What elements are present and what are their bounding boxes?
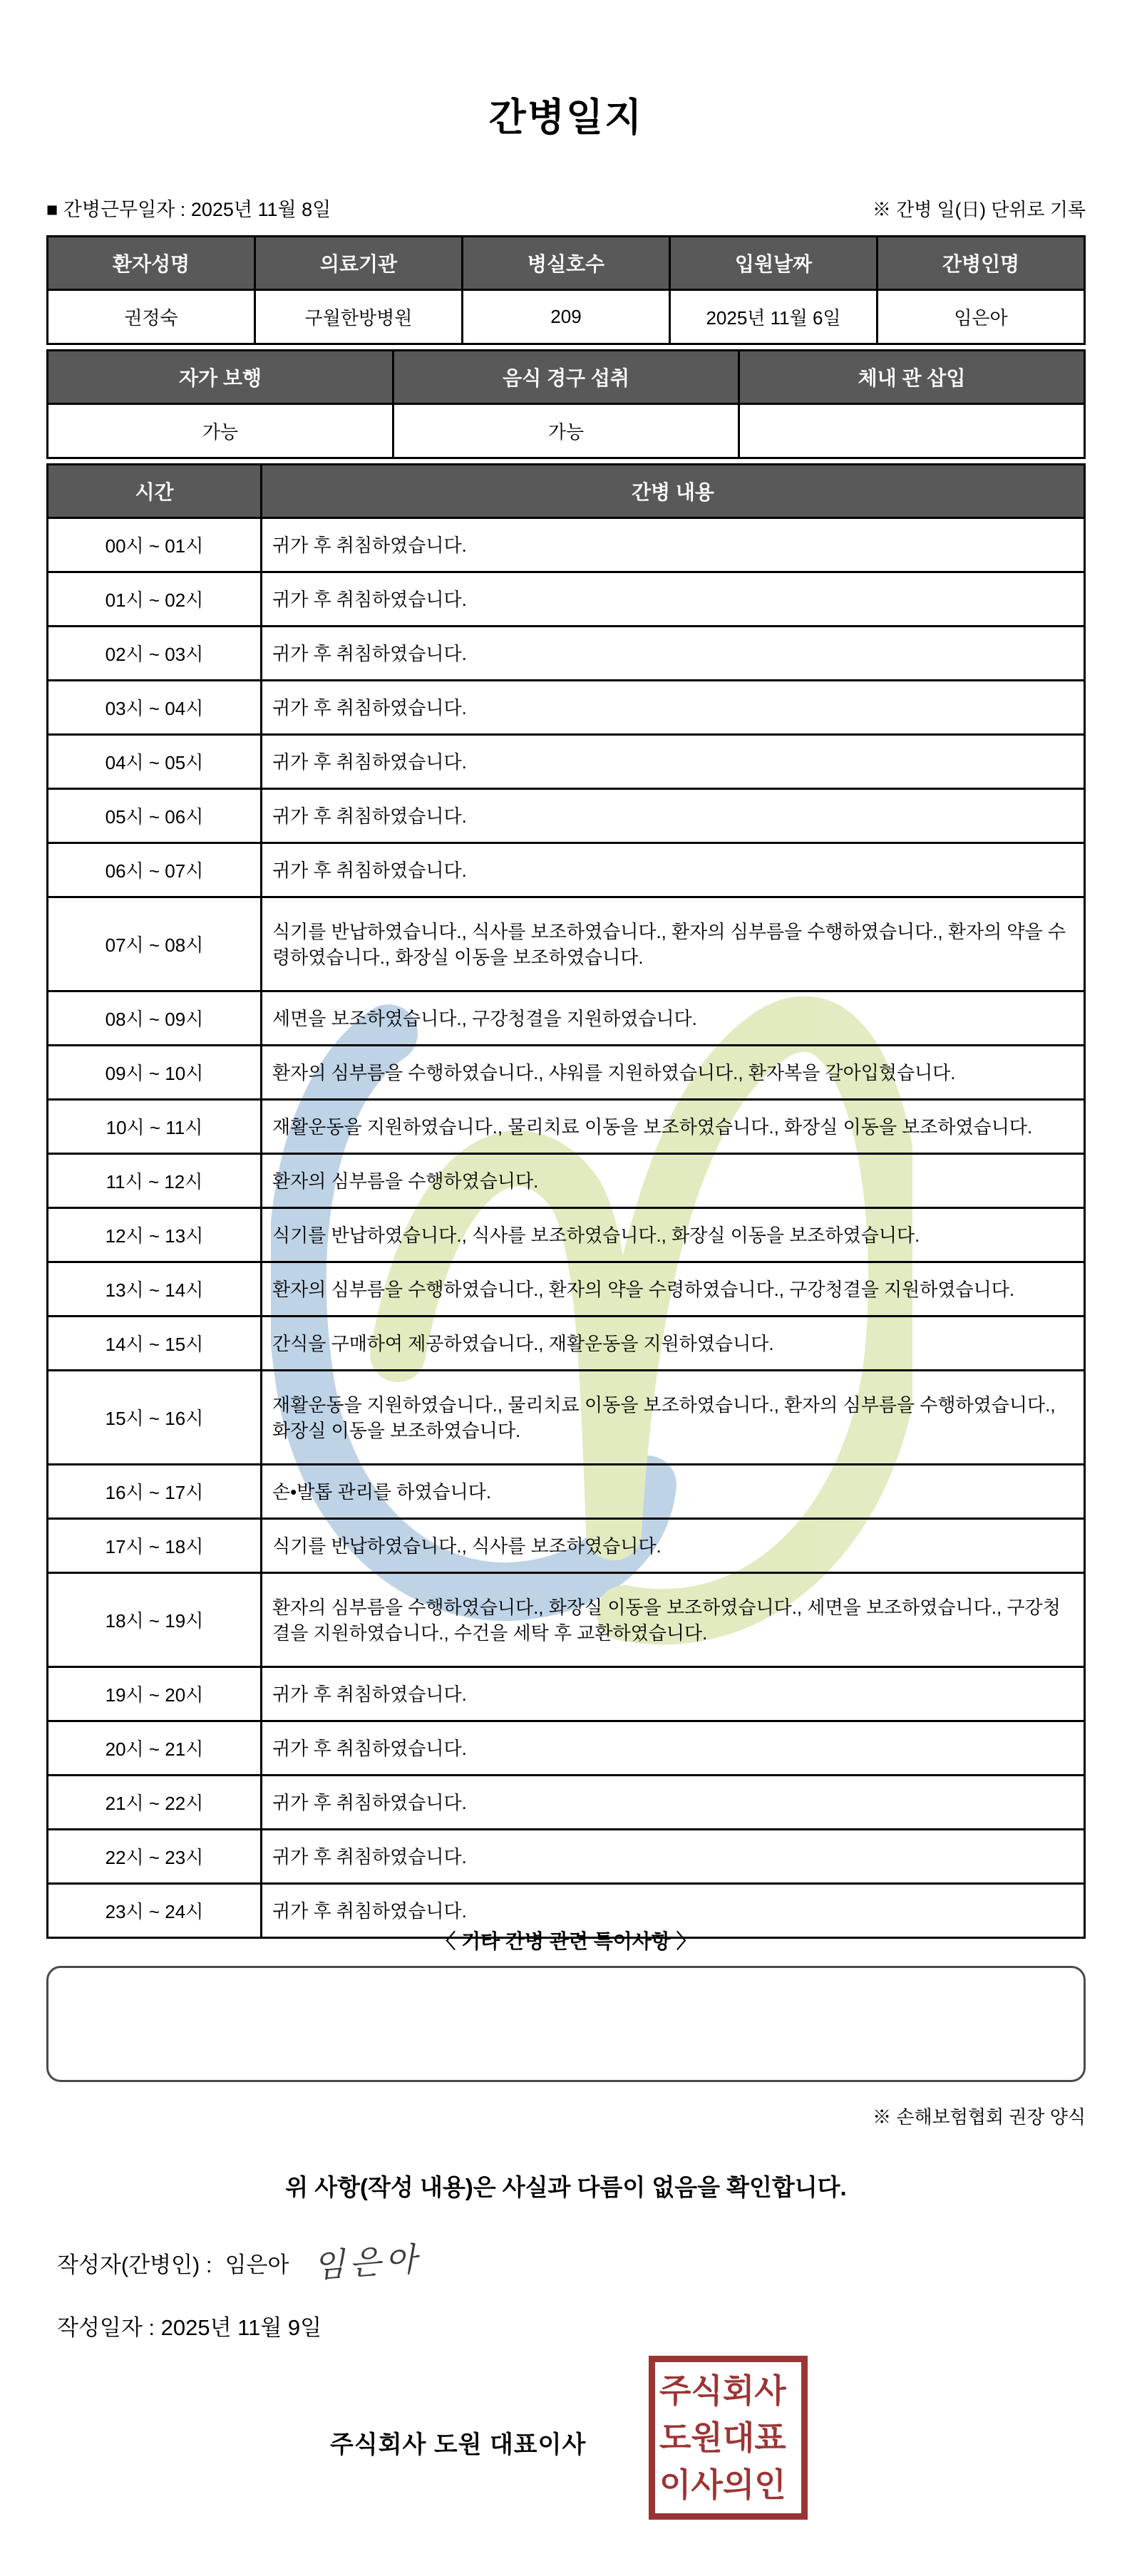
status-header-cell: 음식 경구 섭취 bbox=[393, 351, 739, 404]
care-row-content: 귀가 후 취침하였습니다. bbox=[262, 627, 1085, 681]
status-header-cell: 자가 보행 bbox=[48, 351, 393, 404]
care-row-time: 11시 ~ 12시 bbox=[48, 1154, 262, 1208]
care-row bbox=[48, 572, 1085, 627]
writer-label: 작성자(간병인) : bbox=[57, 2252, 212, 2277]
care-row-content: 식기를 반납하였습니다., 식사를 보조하였습니다., 화장실 이동을 보조하였습니다. bbox=[262, 1208, 1085, 1262]
patient-info-header-cell: 간병인명 bbox=[878, 237, 1085, 290]
care-row-time: 02시 ~ 03시 bbox=[48, 627, 262, 681]
work-date-label: ■ 간병근무일자 : bbox=[46, 199, 186, 220]
care-content-header: 간병 내용 bbox=[262, 465, 1085, 518]
record-unit-note: ※ 간병 일(日) 단위로 기록 bbox=[872, 199, 1086, 220]
patient-info-value-cell: 209 bbox=[463, 290, 670, 344]
write-date-line bbox=[57, 2309, 321, 2341]
care-row-content: 귀가 후 취침하였습니다. bbox=[262, 735, 1085, 789]
care-row bbox=[48, 1262, 1085, 1317]
meta-line bbox=[46, 194, 1086, 222]
care-row bbox=[48, 1046, 1085, 1100]
care-row-content: 식기를 반납하였습니다., 식사를 보조하였습니다., 환자의 심부름을 수행하였습니다., 환자의 약을 수령하였습니다., 화장실 이동을 보조하였습니다. bbox=[262, 897, 1085, 991]
care-row-content: 식기를 반납하였습니다., 식사를 보조하였습니다. bbox=[262, 1519, 1085, 1573]
care-row-content: 환자의 심부름을 수행하였습니다., 화장실 이동을 보조하였습니다., 세면을 보조하였습니다., 구강청결을 지원하였습니다., 수건을 세탁 후 교환하였습니다. bbox=[262, 1573, 1085, 1667]
status-value-cell: 가능 bbox=[393, 404, 739, 458]
care-row-time: 07시 ~ 08시 bbox=[48, 897, 262, 991]
care-time-header: 시간 bbox=[48, 465, 262, 518]
care-row bbox=[48, 1154, 1085, 1208]
care-row-content: 재활운동을 지원하였습니다., 물리치료 이동을 보조하였습니다., 화장실 이동을 보조하였습니다. bbox=[262, 1100, 1085, 1154]
care-row bbox=[48, 627, 1085, 681]
care-row bbox=[48, 843, 1085, 897]
care-row bbox=[48, 1519, 1085, 1573]
care-row bbox=[48, 1830, 1085, 1884]
care-row-time: 22시 ~ 23시 bbox=[48, 1830, 262, 1884]
care-row-content: 귀가 후 취침하였습니다. bbox=[262, 789, 1085, 843]
care-row-content: 세면을 보조하였습니다., 구강청결을 지원하였습니다. bbox=[262, 991, 1085, 1046]
care-row-time: 15시 ~ 16시 bbox=[48, 1371, 262, 1465]
writer-line bbox=[57, 2240, 423, 2285]
care-row-content: 귀가 후 취침하였습니다. bbox=[262, 843, 1085, 897]
corporate-seal-row: 이사의인 bbox=[659, 2466, 786, 2503]
care-row bbox=[48, 1371, 1085, 1465]
care-row-time: 14시 ~ 15시 bbox=[48, 1317, 262, 1371]
company-ceo-line: 주식회사 도원 대표이사 bbox=[330, 2431, 587, 2458]
care-row-content: 귀가 후 취침하였습니다. bbox=[262, 518, 1085, 572]
care-row-content: 귀가 후 취침하였습니다. bbox=[262, 1884, 1085, 1938]
page-title: 간병일지 bbox=[488, 96, 644, 139]
status-value-cell bbox=[739, 404, 1085, 458]
care-row bbox=[48, 1721, 1085, 1776]
patient-info-header-cell: 입원날짜 bbox=[670, 237, 878, 290]
care-row-time: 18시 ~ 19시 bbox=[48, 1573, 262, 1667]
care-row bbox=[48, 1667, 1085, 1721]
care-row bbox=[48, 991, 1085, 1046]
care-row-content: 손•발톱 관리를 하였습니다. bbox=[262, 1465, 1085, 1519]
care-row-content: 귀가 후 취침하였습니다. bbox=[262, 572, 1085, 627]
care-row-time: 05시 ~ 06시 bbox=[48, 789, 262, 843]
care-row-time: 12시 ~ 13시 bbox=[48, 1208, 262, 1262]
patient-status-table bbox=[46, 349, 1086, 459]
care-row bbox=[48, 1100, 1085, 1154]
patient-info-header-cell: 의료기관 bbox=[255, 237, 463, 290]
form-recommendation-note: ※ 손해보험협회 권장 양식 bbox=[873, 2106, 1086, 2128]
care-row bbox=[48, 897, 1085, 991]
corporate-seal-row: 주식회사 bbox=[659, 2372, 786, 2409]
status-value-row bbox=[48, 404, 1085, 458]
status-header-cell: 체내 관 삽입 bbox=[739, 351, 1085, 404]
patient-info-header-row bbox=[48, 237, 1085, 290]
care-row-time: 03시 ~ 04시 bbox=[48, 681, 262, 735]
care-row bbox=[48, 789, 1085, 843]
care-row-time: 01시 ~ 02시 bbox=[48, 572, 262, 627]
care-row bbox=[48, 735, 1085, 789]
care-row-content: 간식을 구매하여 제공하였습니다., 재활운동을 지원하였습니다. bbox=[262, 1317, 1085, 1371]
care-row bbox=[48, 1465, 1085, 1519]
care-row-time: 20시 ~ 21시 bbox=[48, 1721, 262, 1776]
corporate-seal-row: 도원대표 bbox=[659, 2419, 786, 2456]
work-date bbox=[46, 194, 331, 222]
care-table-body bbox=[48, 518, 1085, 1938]
patient-info-header-cell: 병실호수 bbox=[463, 237, 670, 290]
status-value-cell: 가능 bbox=[48, 404, 393, 458]
care-row bbox=[48, 518, 1085, 572]
special-notes-box bbox=[46, 1966, 1086, 2082]
writer-name: 임은아 bbox=[225, 2252, 289, 2277]
status-header-row bbox=[48, 351, 1085, 404]
care-row-content: 귀가 후 취침하였습니다. bbox=[262, 1721, 1085, 1776]
care-row-time: 16시 ~ 17시 bbox=[48, 1465, 262, 1519]
write-date-value: 2025년 11월 9일 bbox=[160, 2315, 322, 2340]
care-row-time: 21시 ~ 22시 bbox=[48, 1776, 262, 1830]
patient-info-table bbox=[46, 235, 1086, 345]
care-row bbox=[48, 1573, 1085, 1667]
care-row-time: 19시 ~ 20시 bbox=[48, 1667, 262, 1721]
care-row-time: 13시 ~ 14시 bbox=[48, 1262, 262, 1317]
care-row-content: 귀가 후 취침하였습니다. bbox=[262, 1830, 1085, 1884]
work-date-value: 2025년 11월 8일 bbox=[190, 199, 331, 220]
care-row-content: 재활운동을 지원하였습니다., 물리치료 이동을 보조하였습니다., 환자의 심부름을 수행하였습니다., 화장실 이동을 보조하였습니다. bbox=[262, 1371, 1085, 1465]
care-row-time: 08시 ~ 09시 bbox=[48, 991, 262, 1046]
care-row-time: 10시 ~ 11시 bbox=[48, 1100, 262, 1154]
care-row-time: 04시 ~ 05시 bbox=[48, 735, 262, 789]
care-row-time: 17시 ~ 18시 bbox=[48, 1519, 262, 1573]
care-row bbox=[48, 1317, 1085, 1371]
care-row-time: 06시 ~ 07시 bbox=[48, 843, 262, 897]
care-row bbox=[48, 681, 1085, 735]
care-row-time: 23시 ~ 24시 bbox=[48, 1884, 262, 1938]
patient-info-value-cell: 구월한방병원 bbox=[255, 290, 463, 344]
care-row-time: 00시 ~ 01시 bbox=[48, 518, 262, 572]
care-row-content: 귀가 후 취침하였습니다. bbox=[262, 1776, 1085, 1830]
care-row bbox=[48, 1208, 1085, 1262]
care-row-content: 환자의 심부름을 수행하였습니다., 환자의 약을 수령하였습니다., 구강청결을 지원하였습니다. bbox=[262, 1262, 1085, 1317]
write-date-label: 작성일자 : bbox=[57, 2315, 155, 2340]
patient-info-header-cell: 환자성명 bbox=[48, 237, 255, 290]
patient-info-value-row bbox=[48, 290, 1085, 344]
special-notes-title: 〈 기타 간병 관련 특이사항 〉 bbox=[436, 1930, 696, 1952]
confirmation-statement: 위 사항(작성 내용)은 사실과 다름이 없음을 확인합니다. bbox=[285, 2174, 847, 2200]
care-header-row bbox=[48, 465, 1085, 518]
patient-info-value-cell: 권정숙 bbox=[48, 290, 255, 344]
care-row-time: 09시 ~ 10시 bbox=[48, 1046, 262, 1100]
care-row-content: 환자의 심부름을 수행하였습니다., 샤워를 지원하였습니다., 환자복을 갈아입혔습니다. bbox=[262, 1046, 1085, 1100]
patient-info-value-cell: 2025년 11월 6일 bbox=[670, 290, 878, 344]
corporate-seal bbox=[649, 2356, 808, 2520]
care-row-content: 귀가 후 취침하였습니다. bbox=[262, 1667, 1085, 1721]
care-log-table bbox=[46, 463, 1086, 1939]
handwritten-signature: 임은아 bbox=[312, 2240, 423, 2285]
care-row-content: 귀가 후 취침하였습니다. bbox=[262, 681, 1085, 735]
care-row bbox=[48, 1776, 1085, 1830]
patient-info-value-cell: 임은아 bbox=[878, 290, 1085, 344]
care-row-content: 환자의 심부름을 수행하였습니다. bbox=[262, 1154, 1085, 1208]
